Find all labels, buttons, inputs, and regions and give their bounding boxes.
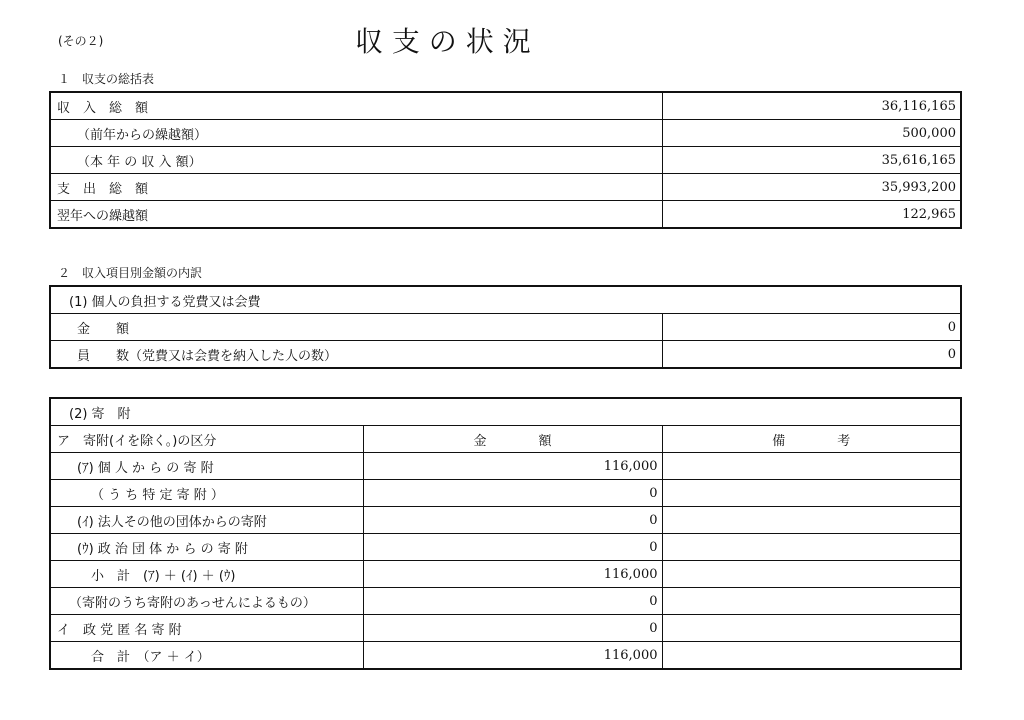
table-row [50, 453, 961, 480]
table-row [50, 615, 961, 642]
row-value: 116,000 [363, 453, 662, 480]
summary-table [49, 91, 962, 229]
row-label: 合 計 （ア ＋ イ） [50, 642, 363, 670]
column-header-remarks: 備 考 [662, 426, 961, 453]
table-row [50, 120, 961, 147]
table-row [50, 398, 961, 426]
table-row [50, 314, 961, 341]
table-row [50, 286, 961, 314]
table-row [50, 341, 961, 369]
row-label: （本 年 の 収 入 額） [50, 147, 662, 174]
row-value: 35,993,200 [662, 174, 961, 201]
row-remarks [662, 642, 961, 670]
row-value: 35,616,165 [662, 147, 961, 174]
row-remarks [662, 615, 961, 642]
part1-title: (1) 個人の負担する党費又は会費 [50, 286, 961, 314]
row-value: 116,000 [363, 561, 662, 588]
row-label: (ｱ) 個 人 か ら の 寄 附 [50, 453, 363, 480]
table-row [50, 92, 961, 120]
section1-heading: １ 収支の総括表 [58, 72, 155, 86]
part2-title: (2) 寄 附 [50, 398, 961, 426]
row-value: 500,000 [662, 120, 961, 147]
page-title: 収 支 の 状 況 [355, 25, 531, 58]
row-value: 0 [363, 588, 662, 615]
row-value: 0 [363, 507, 662, 534]
row-label: 小 計 (ｱ) ＋ (ｲ) ＋ (ｳ) [50, 561, 363, 588]
membership-fee-table [49, 285, 962, 369]
row-value: 0 [662, 314, 961, 341]
table-row [50, 642, 961, 670]
row-label: （寄附のうち寄附のあっせんによるもの） [50, 588, 363, 615]
row-label: （ う ち 特 定 寄 附 ） [50, 480, 363, 507]
row-remarks [662, 480, 961, 507]
table-row [50, 480, 961, 507]
row-value: 0 [363, 534, 662, 561]
table-row [50, 147, 961, 174]
row-label: イ 政 党 匿 名 寄 附 [50, 615, 363, 642]
row-label: 翌年への繰越額 [50, 201, 662, 229]
row-value: 0 [363, 615, 662, 642]
table-row [50, 588, 961, 615]
table-row [50, 201, 961, 229]
page-tag: (その２) [58, 34, 104, 48]
row-value: 0 [363, 480, 662, 507]
row-label: 金 額 [50, 314, 662, 341]
row-remarks [662, 507, 961, 534]
table-row [50, 507, 961, 534]
column-header-amount: 金 額 [363, 426, 662, 453]
row-value: 116,000 [363, 642, 662, 670]
row-label: (ｳ) 政 治 団 体 か ら の 寄 附 [50, 534, 363, 561]
row-value: 122,965 [662, 201, 961, 229]
row-remarks [662, 534, 961, 561]
column-header-category: ア 寄附(イを除く。)の区分 [50, 426, 363, 453]
row-label: 支 出 総 額 [50, 174, 662, 201]
table-header-row [50, 426, 961, 453]
table-row [50, 561, 961, 588]
row-label: （前年からの繰越額） [50, 120, 662, 147]
row-label: 収 入 総 額 [50, 92, 662, 120]
table-row [50, 174, 961, 201]
row-label: 員 数（党費又は会費を納入した人の数） [50, 341, 662, 369]
row-remarks [662, 453, 961, 480]
row-value: 36,116,165 [662, 92, 961, 120]
row-remarks [662, 561, 961, 588]
table-row [50, 534, 961, 561]
row-label: (ｲ) 法人その他の団体からの寄附 [50, 507, 363, 534]
donation-table [49, 397, 962, 670]
row-remarks [662, 588, 961, 615]
row-value: 0 [662, 341, 961, 369]
section2-heading: ２ 収入項目別金額の内訳 [58, 266, 203, 280]
